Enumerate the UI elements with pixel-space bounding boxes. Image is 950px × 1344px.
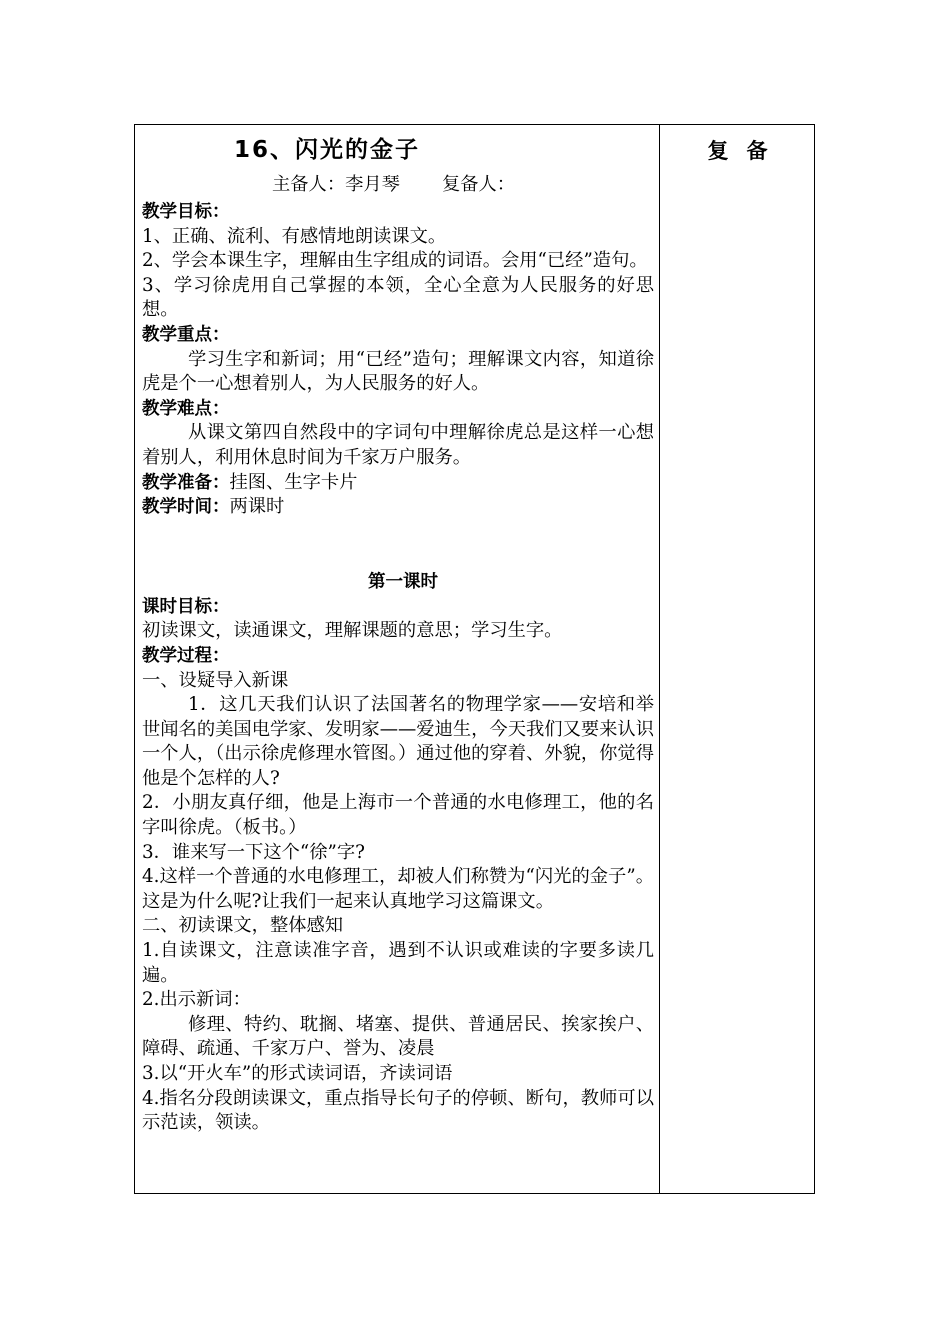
preparation-label: 教学准备： [142, 472, 230, 493]
part1-item: 2．小朋友真仔细，他是上海市一个普通的水电修理工，他的名字叫徐虎。（板书。） [142, 792, 654, 839]
part1-item: 3．谁来写一下这个“徐”字? [142, 841, 365, 863]
preparation-line [142, 471, 654, 496]
key-points-text: 学习生字和新词；用“已经”造句；理解课文内容，知道徐虎是个一心想着别人，为人民服务的好人。 [142, 348, 654, 395]
difficulties-text: 从课文第四自然段中的字词句中理解徐虎总是这样一心想着别人，利用休息时间为千家万户服务。 [142, 422, 654, 468]
review-column-header: 复备 [707, 139, 786, 163]
part1-title: 一、设疑导入新课 [142, 669, 289, 691]
main-author-label: 主备人： [272, 174, 346, 195]
part2-item: 4.指名分段朗读课文，重点指导长句子的停顿、断句，教师可以示范读，领读。 [142, 1087, 654, 1134]
new-words-list: 修理、特约、耽搁、堵塞、提供、普通居民、挨家挨户、障碍、疏通、千家万户、誉为、凌晨 [142, 1013, 654, 1060]
preparation-text: 挂图、生字卡片 [229, 471, 358, 493]
process-heading: 教学过程： [142, 645, 230, 666]
part1-item: 4.这样一个普通的水电修理工，却被人们称赞为“闪光的金子”。这是为什么呢?让我们一起来认真地学习这篇课文。 [142, 866, 654, 912]
lesson-title: 16、闪光的金子 [234, 137, 421, 163]
teaching-time-text: 两课时 [229, 496, 285, 518]
lesson-goal-text: 初读课文，读通课文，理解课题的意思；学习生字。 [142, 620, 563, 642]
spacer [142, 520, 654, 569]
part2-item: 2.出示新词： [142, 989, 251, 1011]
main-author-name: 李月琴 [345, 174, 400, 195]
lesson-content [142, 130, 654, 1136]
goals-heading: 教学目标： [142, 202, 230, 222]
authors-line [272, 170, 654, 200]
review-author-label: 复备人： [441, 174, 516, 195]
key-points-heading: 教学重点： [142, 324, 230, 345]
part2-item: 1.自读课文，注意读准字音，遇到不认识或难读的字要多读几遍。 [142, 940, 654, 986]
part2-item: 3.以“开火车”的形式读词语，齐读词语 [142, 1063, 453, 1084]
part1-item: 1．这几天我们认识了法国著名的物理学家——安培和举世闻名的美国电学家、发明家——爱迪生，今天我们又要来认识一个人，（出示徐虎修理水管图。）通过他的穿着、外貌，你觉得他是个怎样的人? [142, 694, 654, 789]
goal-item: 2、学会本课生字，理解由生字组成的词语。会用“已经”造句。 [142, 250, 648, 272]
goal-item: 3、学习徐虎用自己掌握的本领，全心全意为人民服务的好思想。 [142, 274, 654, 321]
teaching-time-label: 教学时间： [142, 497, 230, 518]
column-divider [659, 124, 660, 1194]
teaching-time-line [142, 495, 654, 520]
difficulties-heading: 教学难点： [142, 398, 230, 419]
goal-item: 1、正确、流利、有感情地朗读课文。 [142, 225, 447, 247]
first-lesson-heading: 第一课时 [368, 571, 438, 592]
part2-title: 二、初读课文，整体感知 [142, 915, 344, 937]
lesson-goal-heading: 课时目标： [142, 596, 230, 617]
